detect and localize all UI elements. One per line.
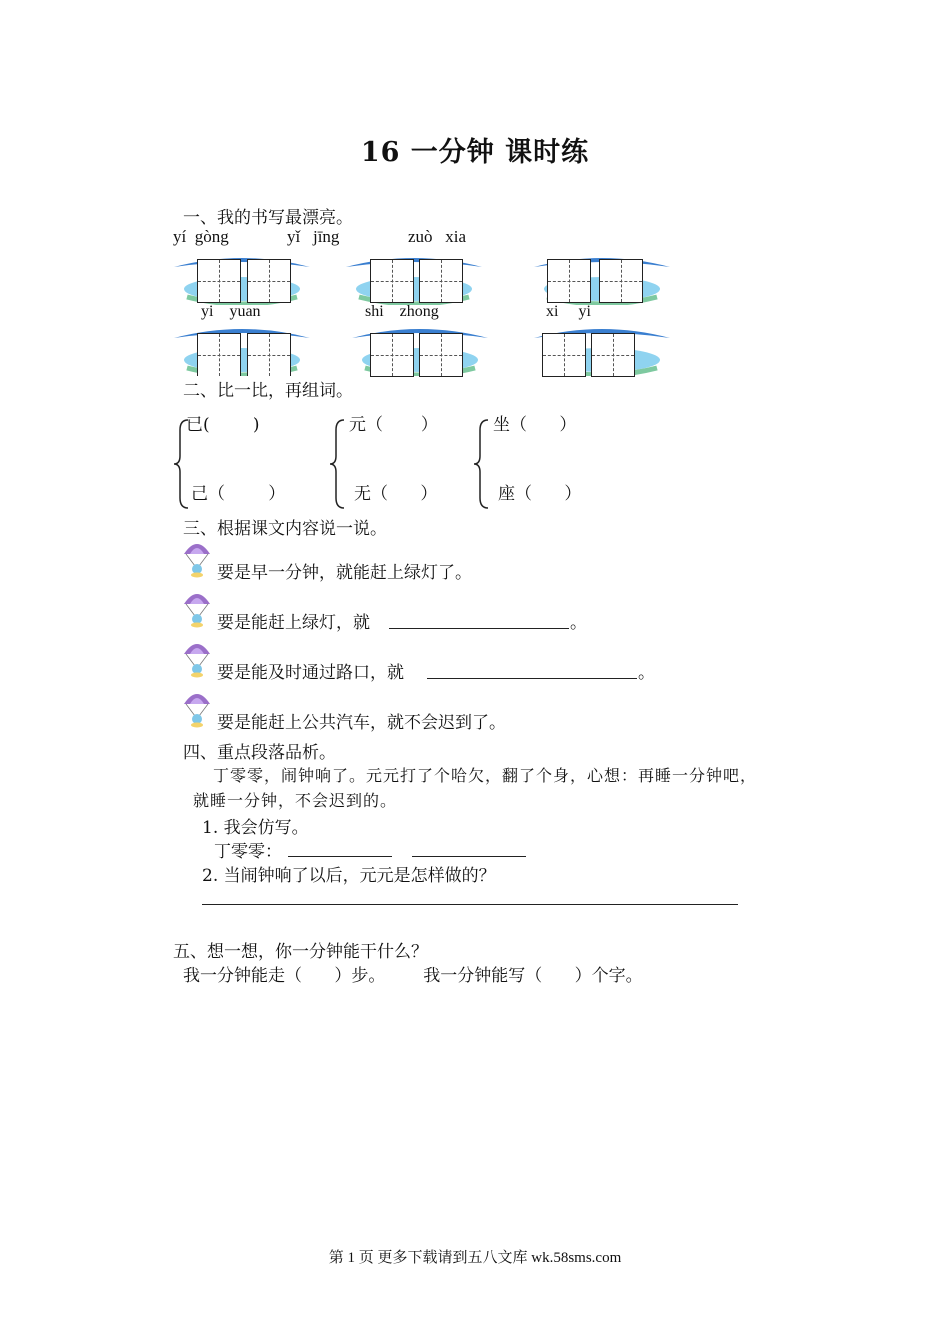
writing-grid[interactable] <box>370 333 414 377</box>
question-2: 2. 当闹钟响了以后，元元是怎样做的？ <box>202 866 496 886</box>
section3-heading: 三、根据课文内容说一说。 <box>183 519 387 539</box>
answer-line[interactable] <box>427 678 637 679</box>
writing-grid[interactable] <box>197 259 241 303</box>
compare-bottom-2: 无（ ） <box>354 484 438 504</box>
compare-top-1: 已( ) <box>186 415 260 435</box>
swoosh-decoration <box>172 255 312 305</box>
writing-grid[interactable] <box>370 259 414 303</box>
compare-top-3: 坐（ ） <box>493 415 577 435</box>
writing-grid[interactable] <box>547 259 591 303</box>
writing-grid[interactable] <box>599 259 643 303</box>
compare-bottom-1: 己（ ） <box>191 484 286 504</box>
pinyin-2: yǐ jīng <box>287 227 340 246</box>
imitate-prefix: 丁零零： <box>214 842 282 862</box>
swoosh-decoration <box>172 326 312 376</box>
answer-line[interactable] <box>389 628 569 629</box>
writing-grid[interactable] <box>247 333 291 377</box>
parachute-icon <box>182 638 212 678</box>
sentence-end: 。 <box>570 613 587 633</box>
brace-icon <box>328 418 346 510</box>
section2-heading: 二、比一比，再组词。 <box>183 376 357 401</box>
question-1: 1. 我会仿写。 <box>202 818 309 838</box>
pinyin-5: shi zhong <box>365 303 439 320</box>
section4-heading: 四、重点段落品析。 <box>183 743 336 763</box>
parachute-icon <box>182 688 212 728</box>
brace-icon <box>472 418 490 510</box>
sentence-3: 要是能及时通过路口，就 <box>217 663 404 683</box>
swoosh-decoration <box>344 255 484 305</box>
pinyin-4: yi yuan <box>201 303 261 320</box>
writing-grid[interactable] <box>591 333 635 377</box>
writing-grid[interactable] <box>542 333 586 377</box>
page-footer: 第 1 页 更多下载请到五八文库 wk.58sms.com <box>328 1250 622 1266</box>
passage-line-2: 就睡一分钟，不会迟到的。 <box>193 791 398 810</box>
answer-line[interactable] <box>412 856 526 857</box>
passage-line-1: 丁零零，闹钟响了。元元打了个哈欠，翻了个身，心想：再睡一分钟吧， <box>213 766 758 785</box>
sentence-1: 要是早一分钟，就能赶上绿灯了。 <box>217 563 472 583</box>
compare-top-2: 元（ ） <box>349 415 438 435</box>
parachute-icon <box>182 588 212 628</box>
pinyin-1: yí gòng <box>173 227 229 246</box>
writing-grid[interactable] <box>419 259 463 303</box>
pinyin-6: xi yi <box>546 303 591 320</box>
writing-grid[interactable] <box>419 333 463 377</box>
answer-line[interactable] <box>288 856 392 857</box>
pinyin-3: zuò xia <box>408 227 467 246</box>
sentence-4: 要是能赶上公共汽车，就不会迟到了。 <box>217 713 506 733</box>
writing-grid[interactable] <box>197 333 241 377</box>
section1-heading: 一、我的书写最漂亮。 <box>183 208 353 228</box>
page-title: 16 一分钟 课时练 <box>360 137 590 168</box>
sentence-2: 要是能赶上绿灯，就 <box>217 613 370 633</box>
section5-heading: 五、想一想，你一分钟能干什么？ <box>173 942 428 962</box>
writing-grid[interactable] <box>247 259 291 303</box>
answer-line[interactable] <box>202 904 738 905</box>
parachute-icon <box>182 538 212 578</box>
section5-line: 我一分钟能走（ ）步。 我一分钟能写（ ）个字。 <box>183 966 643 986</box>
compare-bottom-3: 座（ ） <box>498 484 582 504</box>
sentence-end: 。 <box>638 663 655 683</box>
